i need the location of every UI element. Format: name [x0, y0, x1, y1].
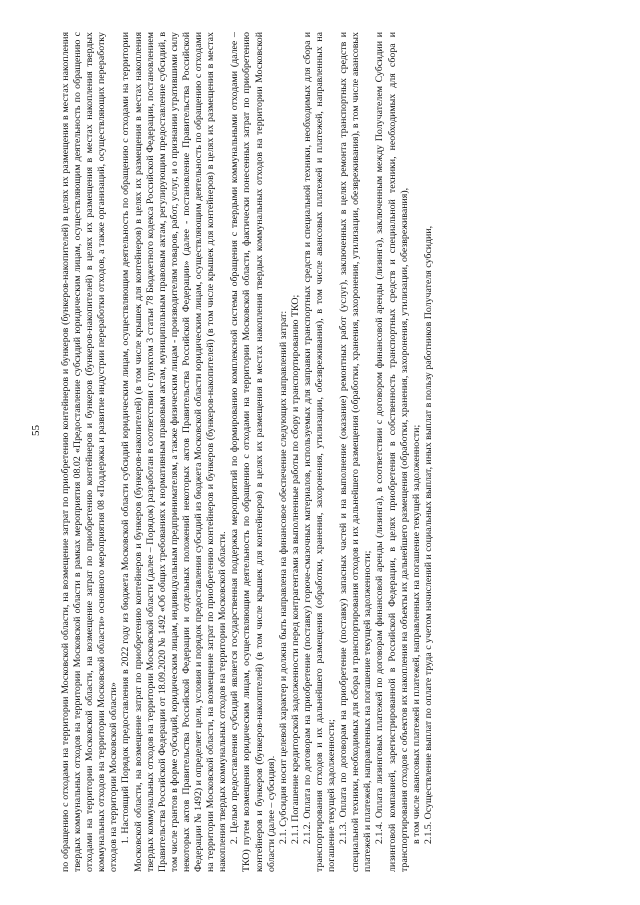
paragraph-2-1-2: 2.1.2. Оплата по договорам на приобретение (поставку) горюче-смазочных материалов, используемых для заправки транспортных средств и специальной техники, необходимых для сбора и транспортирования отходов и их дальнейшего размещения (обработки, хранения, захоронения, утилизации, обезвреживания), в том числе авансовых платежей и платежей, направленных на погашение текущей задолженности;	[301, 32, 338, 872]
paragraph-2-1-5: 2.1.5. Осуществление выплат по оплате труда с учетом начислений и социальных выплат, иных выплат в пользу работников Получателя субсидии,	[422, 225, 434, 844]
paragraph-2-1-4-cont: в том числе авансовых платежей и платежей, направленных на погашение текущей задолженности;	[410, 424, 422, 844]
rotated-text-block	[60, 32, 608, 872]
paragraph-2-1-4: 2.1.4. Оплата лизинговых платежей по договорам финансовой аренды (лизинга), в соответствии с договором финансовой аренды (лизинга), заключенным между Получателем Субсидии и лизинговой компанией, зарегистрированной в Российской Федерации, в целях приобретения в собственность транспортных средств и специальной техники, необходимых для сбора и транспортирования отходов с объектов их накопления на объекты их дальнейшего размещения (обработки, хранения, захоронения, утилизации, обезвреживания),	[374, 32, 410, 872]
paragraph-2-1: 2.1. Субсидия носит целевой характер и должна быть направлена на финансовое обеспечение следующих направлений затрат:	[277, 310, 289, 844]
paragraph-2-1-1: 2.1.1 Погашение кредиторской задолженности перед контрагентами за выполненные работы по сбору и транспортированию ТКО;	[289, 294, 301, 844]
page-number: 55	[30, 425, 42, 436]
paragraph-2-1-3: 2.1.3. Оплата по договорам на приобретение (поставку) запасных частей и на выполнение (оказание) ремонтных работ (услуг), заключенных в целях ремонта транспортных средств и специальной техники, необходимых для сбора и транспортирования отходов и их дальнейшего размещения (обработки, хранения, захоронения, утилизации, обезвреживания), в том числе авансовых платежей и платежей, направленных на погашение текущей задолженности;	[338, 32, 374, 872]
paragraph-2: 2. Целью предоставления субсидий является государственная поддержка мероприятий по формированию комплексной системы обращения с твердыми коммунальными отходами (далее – ТКО) путем возмещения юридическим лицам, осуществляющим деятельность по обращению с отходами на территории Московской области, фактически понесенных затрат по приобретению контейнеров и бункеров (бункеров-накопителей) (в том числе крышек для контейнеров) в целях их размещения в местах накопления твердых коммунальных отходов на территории Московской области (далее – субсидия).	[229, 32, 277, 872]
paragraph-1: 1. Настоящий Порядок предоставления в 2022 году из бюджета Московской области субсидий юридическим лицам, осуществляющим деятельность по обращению с отходами на территории Московской области, на возмещение затрат по приобретению контейнеров и бункеров (бункеров-накопителей) (в том числе крышек для контейнеров) в целях их размещения в местах накопления твердых коммунальных отходов на территории Московской области (далее – Порядок) разработан в соответствии с пунктом 3 статьи 78 Бюджетного кодекса Российской Федерации, постановлением Правительства Российской Федерации от 18.09.2020 № 1492 «Об общих требованиях к нормативным правовым актам, муниципальным правовым актам, регулирующим предоставление субсидий, в том числе грантов в форме субсидий, юридическим лицам, индивидуальным предпринимателям, а также физическим лицам - производителям товаров, работ, услуг, и о признании утратившими силу некоторых актов Правительства Российской Федерации и отдельных положений некоторых актов Правительства Российской Федерации» (далее - постановление Правительства Российской Федерации № 1492) и определяет цели, условия и порядок предоставления субсидий из бюджета Московской области юридическим лицам, осуществляющим деятельность по обращению с отходами на территории Московской области, на возмещение затрат по приобретению контейнеров и бункеров (бункеров-накопителей) (в том числе крышек для контейнеров) в целях их размещения в местах накопления твердых коммунальных отходов на территории Московской области.	[120, 32, 229, 872]
paragraph-intro: по обращению с отходами на территории Московской области, на возмещение затрат по приобретению контейнеров и бункеров (бункеров-накопителей) в целях их размещения в местах накопления твердых коммунальных отходов на территории Московской области в рамках мероприятия 08.02 «Предоставление субсидий юридическим лицам, осуществляющим деятельность по обращению с отходами на территории Московской области, на возмещение затрат по приобретению контейнеров и бункеров (бункеров-накопителей) в целях их размещения в местах накопления твердых коммунальных отходов на территории Московской области» основного мероприятия 08 «Поддержка и развитие индустрии переработки отходов, а также организаций, осуществляющих переработку отходов на территории Московской области»	[60, 32, 120, 872]
